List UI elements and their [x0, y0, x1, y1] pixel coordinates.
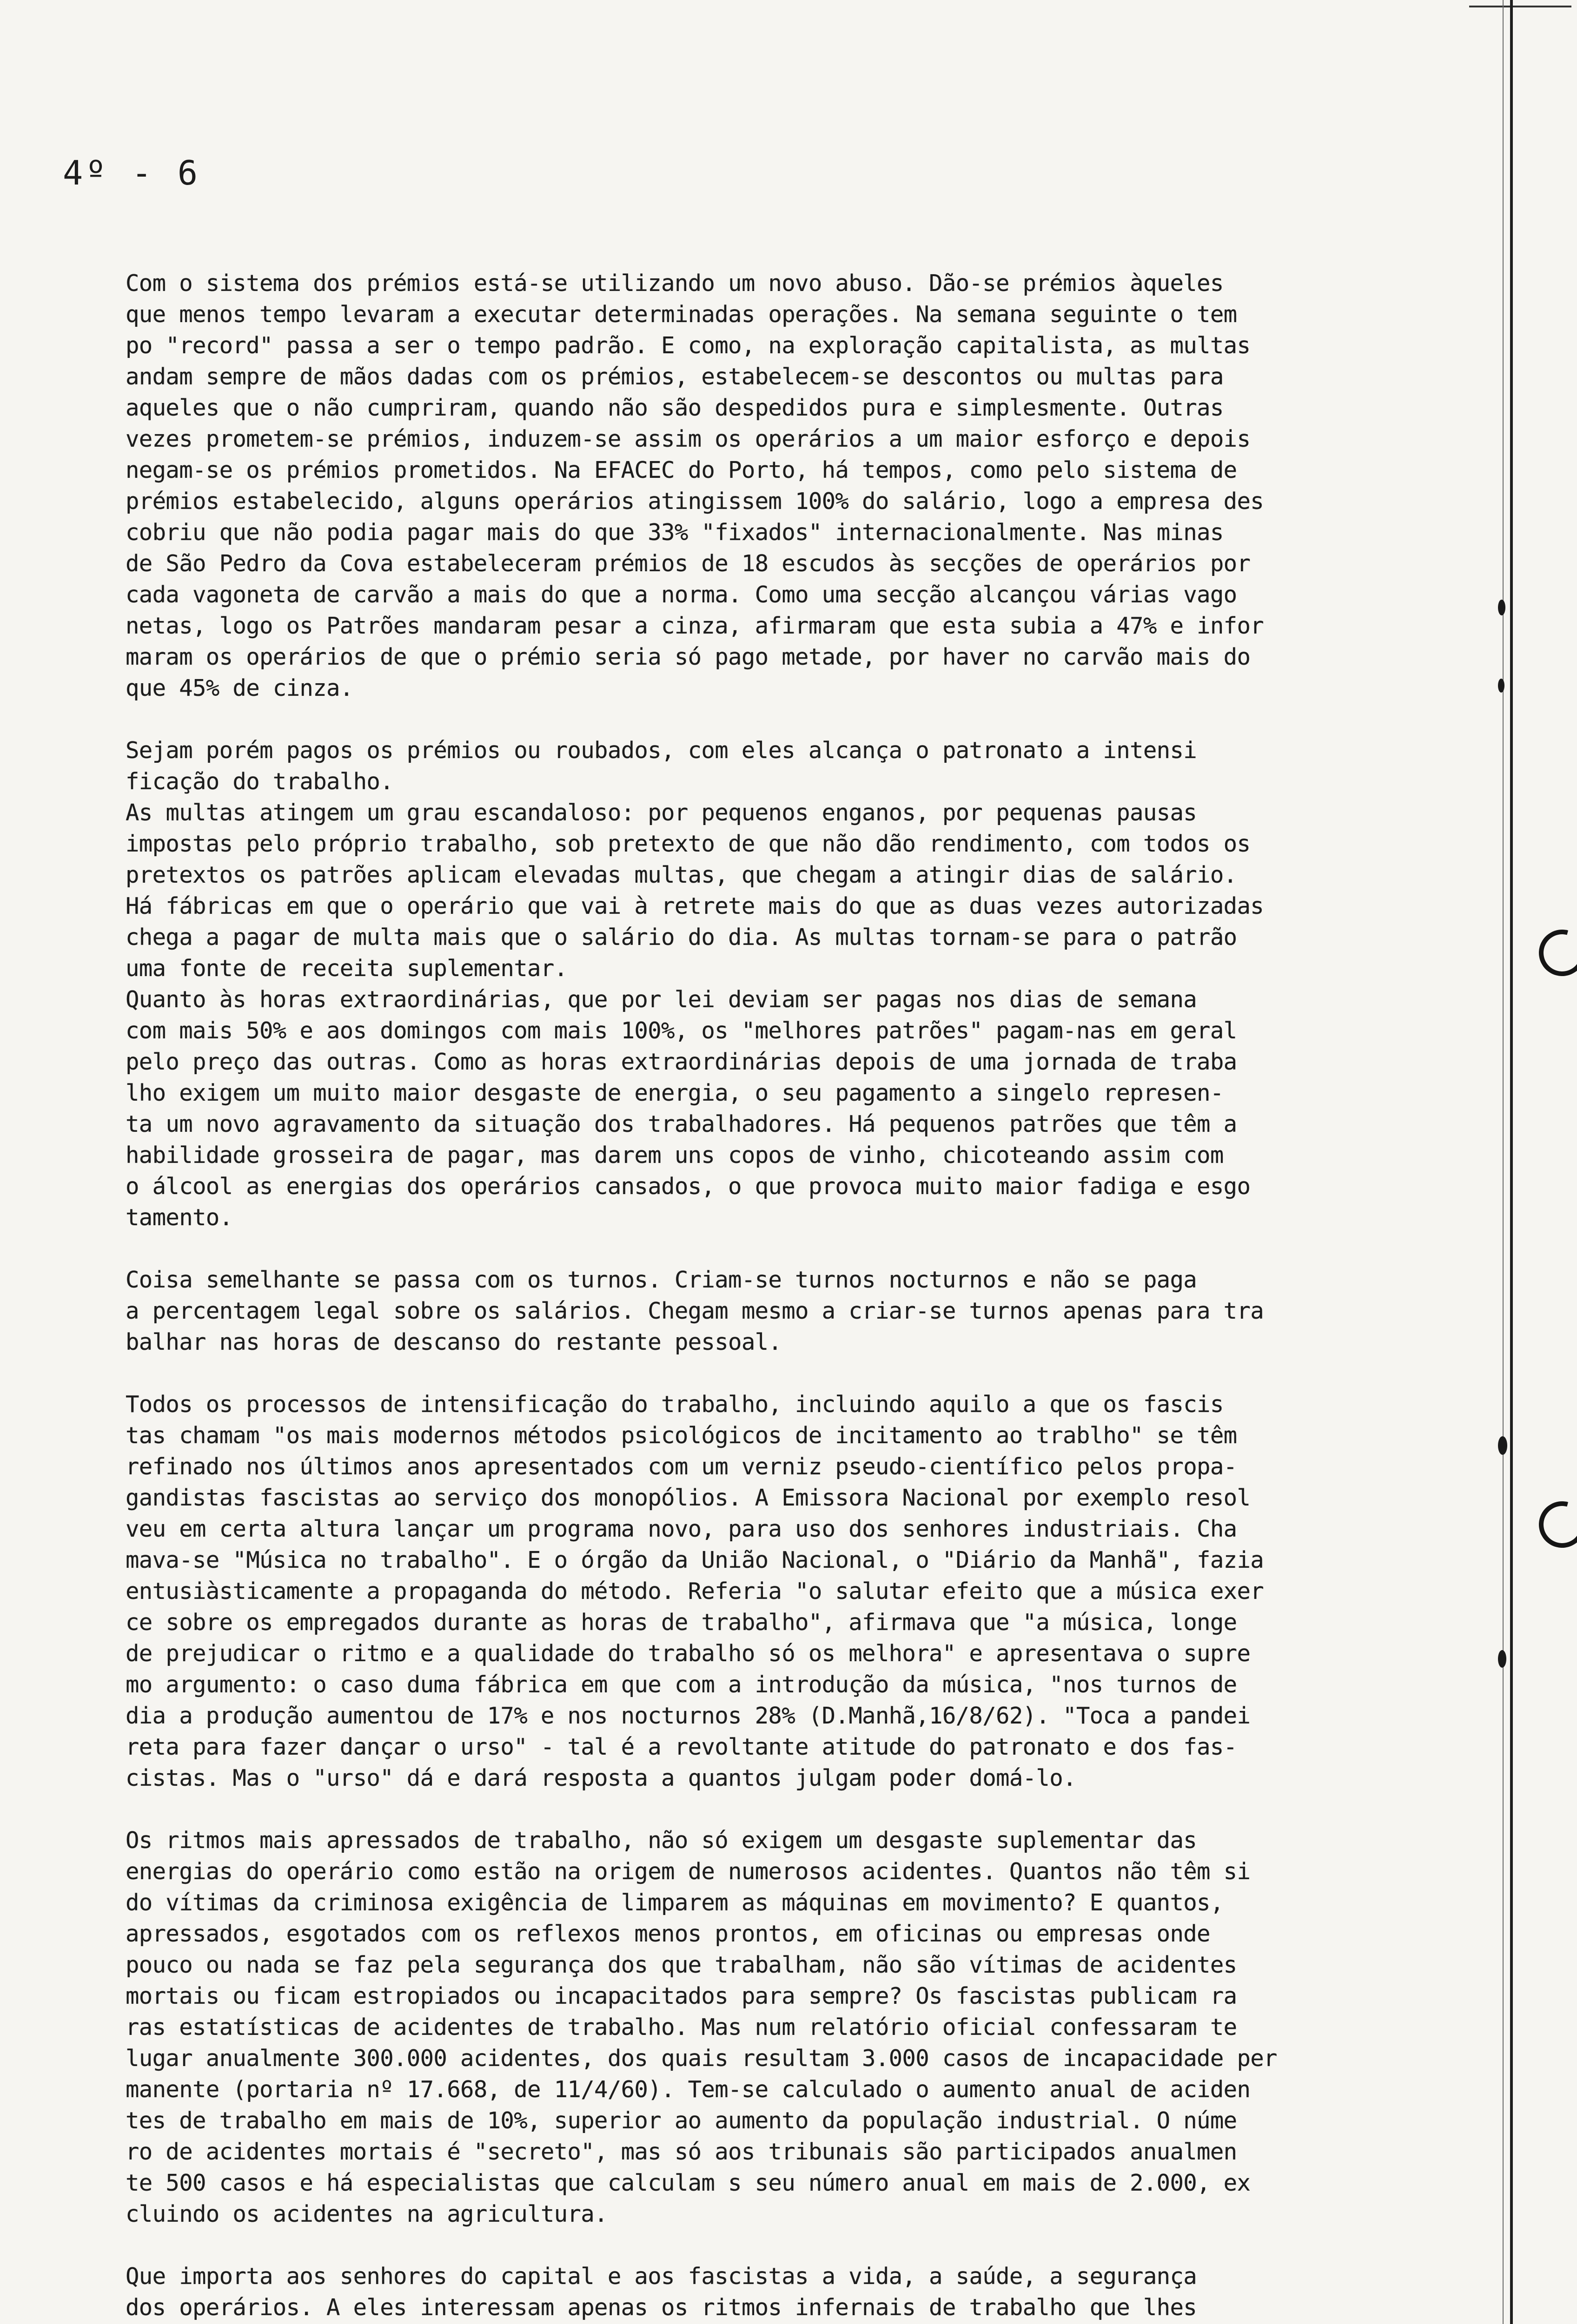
paragraph-conclusao: Que importa aos senhores do capital e aos fascistas a vida, a saúde, a segurança dos operários. A eles interessam apenas os ritmos infernais de trabalho que lhes [126, 2263, 1197, 2321]
margin-line-inner [1503, 0, 1504, 2324]
paragraph-musica-no-trabalho: Todos os processos de intensificação do trabalho, incluindo aquilo a que os fascis tas chamam "os mais modernos métodos psicológicos de incitamento ao trablho" se têm refinado nos últimos anos apresentados com um verniz pseudo-científico pelos propa- gandistas fascistas ao serviço dos monopólios. A Emissora Nacional por exemplo resol veu em certa altura lançar um programa novo, para uso dos senhores industriais. Cha mava-se "Música no trabalho". E o órgão da União Nacional, o "Diário da Manhã", fazia entusiàsticamente a propaganda do método. Referia "o salutar efeito que a música exer ce sobre os empregados durante as horas de trabalho", afirmava que "a música, longe de prejudicar o ritmo e a qualidade do trabalho só os melhora" e apresentava o supre mo argumento: o caso duma fábrica em que com a introdução da música, "nos turnos de dia a produção aumentou de 17% e nos nocturnos 28% (D.Manhã,16/8/62). "Toca a pandei reta para fazer dançar o urso" - tal é a revoltante atitude do patronato e dos fas- cistas. Mas o "urso" dá e dará resposta a quantos julgam poder domá-lo. [126, 1391, 1264, 1791]
binder-hole-mark [1531, 1493, 1577, 1557]
paragraph-acidentes: Os ritmos mais apressados de trabalho, não só exigem um desgaste suplementar das energias do operário como estão na origem de numerosos acidentes. Quantos não têm si do vítimas da criminosa exigência de limparem as máquinas em movimento? E quantos, apressados, esgotados com os reflexos menos prontos, em oficinas ou empresas onde pouco ou nada se faz pela segurança dos que trabalham, não são vítimas de acidentes mortais ou ficam estropiados ou incapacitados para sempre? Os fascistas publicam ra ras estatísticas de acidentes de trabalho. Mas num relatório oficial confessaram te lugar anualmente 300.000 acidentes, dos quais resultam 3.000 casos de incapacidade per manente (portaria nº 17.668, de 11/4/60). Tem-se calculado o aumento anual de aciden tes de trabalho em mais de 10%, superior ao aumento da população industrial. O núme ro de acidentes mortais é "secreto", mas só aos tribunais são participados anualmen te 500 casos e há especialistas que calculam s seu número anual em mais de 2.000, ex cluindo os acidentes na agricultura. [126, 1827, 1277, 2227]
ink-mark [1498, 1436, 1507, 1455]
binder-hole-mark [1531, 921, 1577, 985]
ink-mark [1498, 679, 1504, 693]
paragraph-intensificacao: Sejam porém pagos os prémios ou roubados, com eles alcança o patronato a intensi ficação do trabalho. [126, 737, 1197, 795]
paragraph-premios: Com o sistema dos prémios está-se utilizando um novo abuso. Dão-se prémios àqueles que menos tempo levaram a executar determinadas operações. Na semana seguinte o tem po "record" passa a ser o tempo padrão. E como, na exploração capitalista, as multas andam sempre de mãos dadas com os prémios, estabelecem-se descontos ou multas para aqueles que o não cumpriram, quando não são despedidos pura e simplesmente. Outras vezes prometem-se prémios, induzem-se assim os operários a um maior esforço e depois negam-se os prémios prometidos. Na EFACEC do Porto, há tempos, como pelo sistema de prémios estabelecido, alguns operários atingissem 100% do salário, logo a empresa des cobriu que não podia pagar mais do que 33% "fixados" internacionalmente. Nas minas de São Pedro da Cova estabeleceram prémios de 18 escudos às secções de operários por cada vagoneta de carvão a mais do que a norma. Como uma secção alcançou várias vago netas, logo os Patrões mandaram pesar a cinza, afirmaram que esta subia a 47% e infor maram os operários de que o prémio seria só pago metade, por haver no carvão mais do que 45% de cinza. [126, 270, 1264, 701]
paragraph-horas-extraordinarias: Quanto às horas extraordinárias, que por lei deviam ser pagas nos dias de semana com mais 50% e aos domingos com mais 100%, os "melhores patrões" pagam-nas em geral pelo preço das outras. Como as horas extraordinárias depois de uma jornada de traba lho exigem um muito maior desgaste de energia, o seu pagamento a singelo represen- ta um novo agravamento da situação dos trabalhadores. Há pequenos patrões que têm a habilidade grosseira de pagar, mas darem uns copos de vinho, chicoteando assim com o álcool as energias dos operários cansados, o que provoca muito maior fadiga e esgo tamento. [126, 986, 1251, 1231]
margin-line-outer [1510, 0, 1513, 2324]
page-number: 4º - 6 [63, 153, 201, 192]
paragraph-multas: As multas atingem um grau escandaloso: por pequenos enganos, por pequenas pausas impostas pelo próprio trabalho, sob pretexto de que não dão rendimento, com todos os pretextos os patrões aplicam elevadas multas, que chegam a atingir dias de salário. Há fábricas em que o operário que vai à retrete mais do que as duas vezes autorizadas chega a pagar de multa mais que o salário do dia. As multas tornam-se para o patrão uma fonte de receita suplementar. [126, 799, 1264, 982]
top-edge-line [1469, 6, 1571, 7]
body-text [126, 268, 1483, 2324]
ink-mark [1498, 600, 1505, 615]
ink-mark [1498, 1650, 1506, 1668]
paragraph-turnos: Coisa semelhante se passa com os turnos. Criam-se turnos nocturnos e não se paga a percentagem legal sobre os salários. Chegam mesmo a criar-se turnos apenas para tra balhar nas horas de descanso do restante pessoal. [126, 1267, 1264, 1355]
